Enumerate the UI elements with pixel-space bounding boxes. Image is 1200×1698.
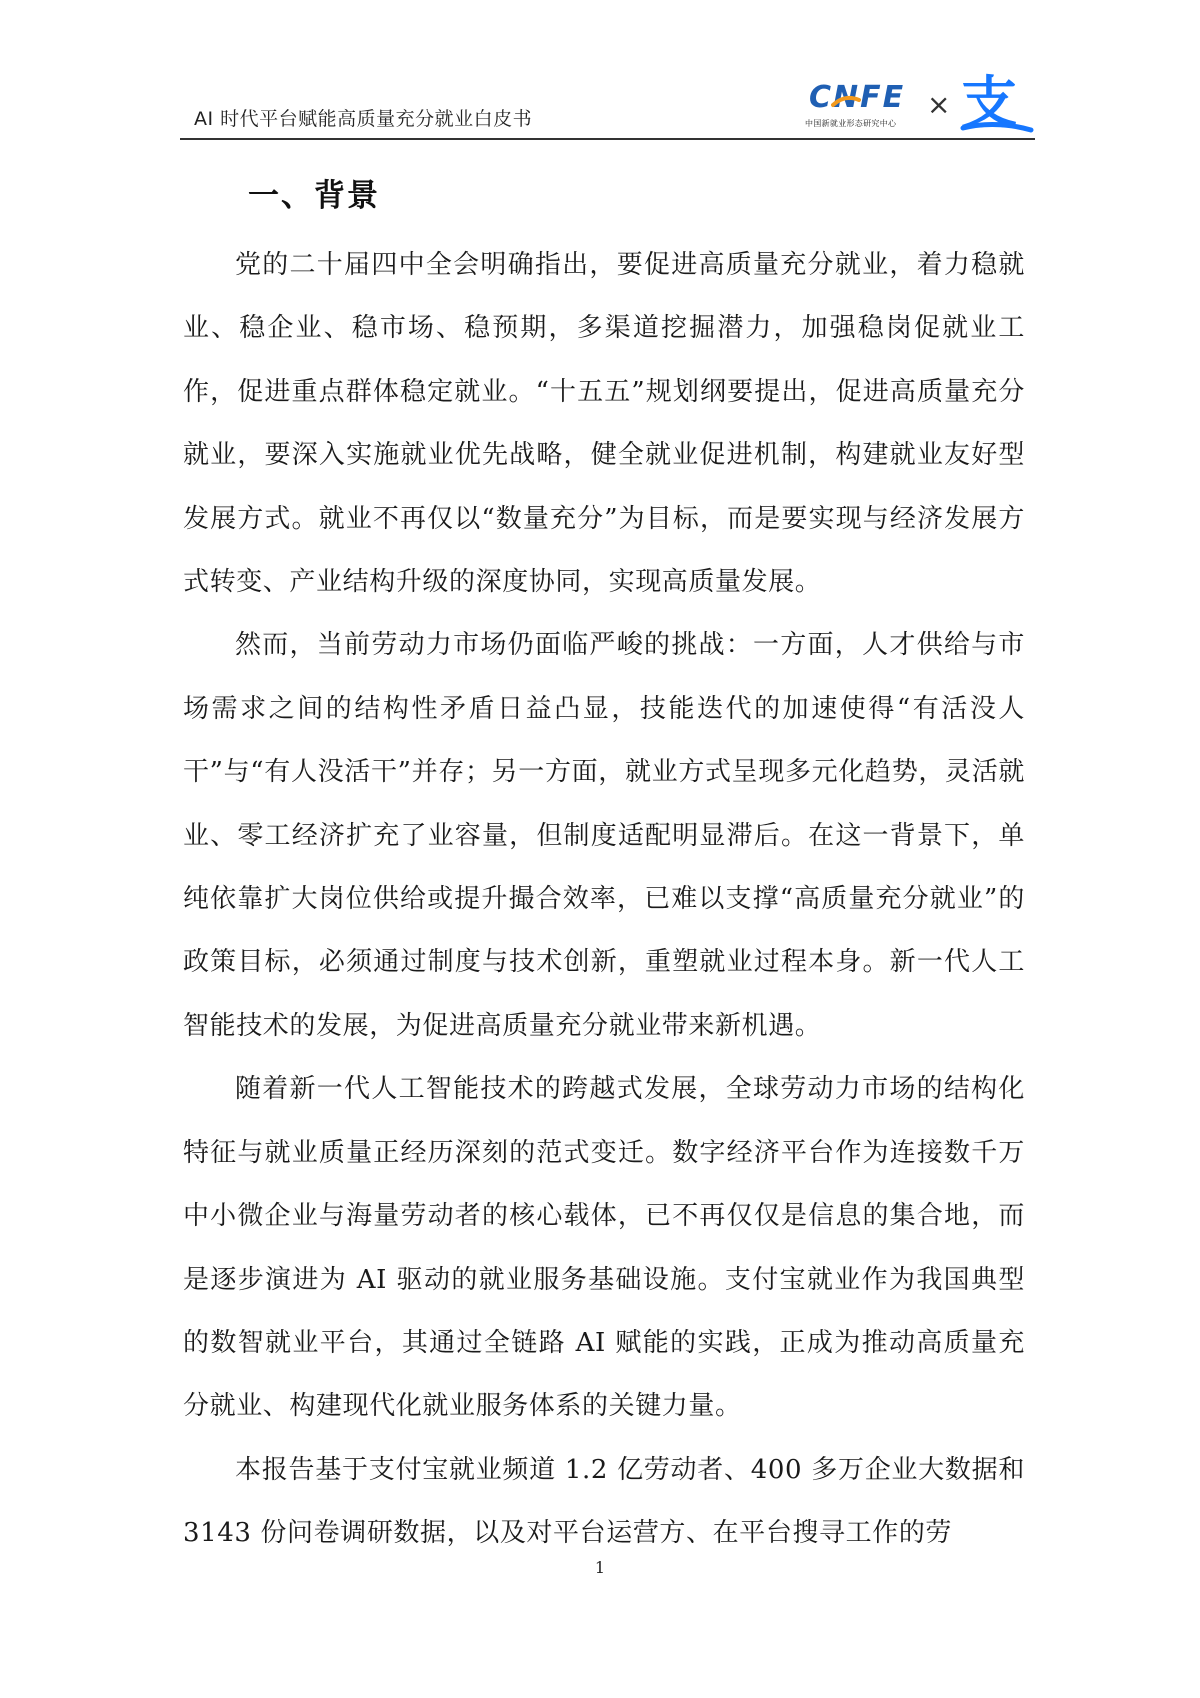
page-number: 1 xyxy=(594,1558,606,1577)
alipay-logo xyxy=(955,70,1035,134)
cnfe-logo-subtitle: 中国新就业形态研究中心 xyxy=(805,119,897,128)
alipay-zhi-icon xyxy=(955,70,1035,134)
section-heading: 一、背景 xyxy=(248,178,380,214)
times-sign: × xyxy=(927,88,951,121)
cnfe-logo-text: CNFE xyxy=(809,80,906,115)
paragraph-4: 本报告基于支付宝就业频道 1.2 亿劳动者、400 多万企业大数据和 3143 份问卷调研数据，以及对平台运营方、在平台搜寻工作的劳 xyxy=(183,1454,1025,1549)
paragraph-1: 党的二十届四中全会明确指出，要促进高质量充分就业，着力稳就业、稳企业、稳市场、稳预期，多渠道挖掘潜力，加强稳岗促就业工作，促进重点群体稳定就业。“十五五”规划纲要提出，促进高质量充分就业，要深入实施就业优先战略，健全就业促进机制，构建就业友好型发展方式。就业不再仅以“数量充分”为目标，而是要实现与经济发展方式转变、产业结构升级的深度协同，实现高质量发展。 xyxy=(183,250,1025,598)
body-text xyxy=(183,234,1025,1566)
svg-text:支: 支 xyxy=(961,71,1017,134)
cnfe-logo xyxy=(805,80,920,130)
cnfe-swoosh-icon xyxy=(831,94,861,108)
logo-group xyxy=(805,70,1035,134)
paragraph-3: 随着新一代人工智能技术的跨越式发展，全球劳动力市场的结构化特征与就业质量正经历深刻的范式变迁。数字经济平台作为连接数千万中小微企业与海量劳动者的核心载体，已不再仅仅是信息的集合地，而是逐步演进为 AI 驱动的就业服务基础设施。支付宝就业作为我国典型的数智就业平台，其通过全链路 AI 赋能的实践，正成为推动高质量充分就业、构建现代化就业服务体系的关键力量。 xyxy=(183,1074,1025,1422)
document-title: AI 时代平台赋能高质量充分就业白皮书 xyxy=(194,108,533,130)
page-header xyxy=(180,60,1035,140)
paragraph-2: 然而，当前劳动力市场仍面临严峻的挑战：一方面，人才供给与市场需求之间的结构性矛盾日益凸显，技能迭代的加速使得“有活没人干”与“有人没活干”并存；另一方面，就业方式呈现多元化趋势，灵活就业、零工经济扩充了业容量，但制度适配明显滞后。在这一背景下，单纯依靠扩大岗位供给或提升撮合效率，已难以支撑“高质量充分就业”的政策目标，必须通过制度与技术创新，重塑就业过程本身。新一代人工智能技术的发展，为促进高质量充分就业带来新机遇。 xyxy=(183,630,1025,1041)
